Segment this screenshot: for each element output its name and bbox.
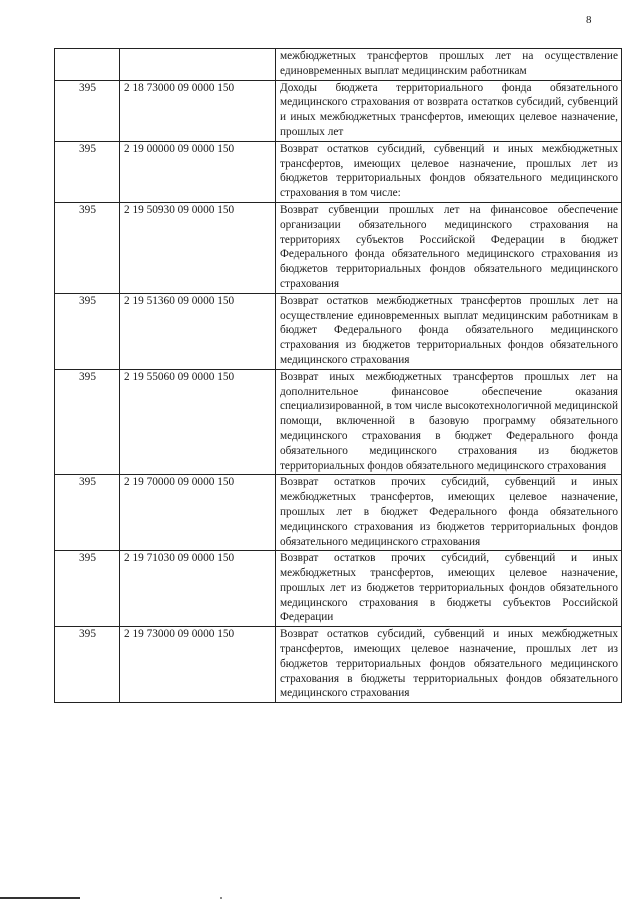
kbk-code-cell: 2 19 50930 09 0000 150: [120, 202, 276, 293]
revenue-name-cell: Возврат остатков субсидий, субвенций и иных межбюджетных трансфертов, имеющих целевое назначение, прошлых лет из бюджетов территориальных фондов обязательного медицинского страхования в том числе:: [276, 141, 622, 202]
kbk-code-cell: 2 19 73000 09 0000 150: [120, 627, 276, 703]
table-row: [55, 80, 622, 141]
admin-code-cell: 395: [55, 627, 120, 703]
admin-code-cell: 395: [55, 551, 120, 627]
kbk-code-cell: 2 18 73000 09 0000 150: [120, 80, 276, 141]
table-row: [55, 202, 622, 293]
admin-code-cell: 395: [55, 369, 120, 475]
revenue-codes-table: [54, 48, 622, 703]
admin-code-cell: 395: [55, 141, 120, 202]
admin-code-cell: [55, 49, 120, 81]
admin-code-cell: 395: [55, 475, 120, 551]
kbk-code-cell: 2 19 70000 09 0000 150: [120, 475, 276, 551]
table-row: [55, 369, 622, 475]
table-row: [55, 293, 622, 369]
revenue-name-cell: Возврат остатков прочих субсидий, субвенций и иных межбюджетных трансфертов, имеющих целевое назначение, прошлых лет из бюджетов территориальных фондов обязательного медицинского страхования в бюджеты субъектов Российской Федерации: [276, 551, 622, 627]
revenue-name-cell: межбюджетных трансфертов прошлых лет на осуществление единовременных выплат медицинским работникам: [276, 49, 622, 81]
admin-code-cell: 395: [55, 293, 120, 369]
kbk-code-cell: 2 19 00000 09 0000 150: [120, 141, 276, 202]
revenue-name-cell: Доходы бюджета территориального фонда обязательного медицинского страхования от возврата остатков субсидий, субвенций и иных межбюджетных трансфертов, имеющих целевое назначение, прошлых лет: [276, 80, 622, 141]
table-row: [55, 475, 622, 551]
kbk-code-cell: 2 19 51360 09 0000 150: [120, 293, 276, 369]
admin-code-cell: 395: [55, 80, 120, 141]
kbk-code-cell: 2 19 71030 09 0000 150: [120, 551, 276, 627]
scan-artifact-line: [0, 897, 640, 899]
revenue-name-cell: Возврат иных межбюджетных трансфертов прошлых лет на дополнительное финансовое обеспечение оказания специализированной, в том числе высокотехнологичной медицинской помощи, включенной в базовую программу обязательного медицинского страхования в бюджет Федерального фонда обязательного медицинского страхования из бюджетов территориальных фондов обязательного медицинского страхования: [276, 369, 622, 475]
table-row: [55, 141, 622, 202]
table-row: [55, 551, 622, 627]
admin-code-cell: 395: [55, 202, 120, 293]
page-number: 8: [586, 14, 592, 26]
kbk-code-cell: 2 19 55060 09 0000 150: [120, 369, 276, 475]
table-row: [55, 627, 622, 703]
kbk-code-cell: [120, 49, 276, 81]
table-row: [55, 49, 622, 81]
revenue-name-cell: Возврат остатков межбюджетных трансфертов прошлых лет на осуществление единовременных выплат медицинским работникам в бюджет Федерального фонда обязательного медицинского страхования из бюджетов территориальных фондов обязательного медицинского страхования: [276, 293, 622, 369]
revenue-name-cell: Возврат остатков прочих субсидий, субвенций и иных межбюджетных трансфертов, имеющих целевое назначение, прошлых лет в бюджет Федерального фонда обязательного медицинского страхования из бюджетов территориальных фондов обязательного медицинского страхования: [276, 475, 622, 551]
revenue-name-cell: Возврат субвенции прошлых лет на финансовое обеспечение организации обязательного медицинского страхования на территориях субъектов Российской Федерации в бюджет Федерального фонда обязательного медицинского страхования из бюджетов территориальных фондов обязательного медицинского страхования: [276, 202, 622, 293]
revenue-name-cell: Возврат остатков субсидий, субвенций и иных межбюджетных трансфертов, имеющих целевое назначение, прошлых лет из бюджетов территориальных фондов обязательного медицинского страхования в бюджеты территориальных фондов обязательного медицинского страхования: [276, 627, 622, 703]
